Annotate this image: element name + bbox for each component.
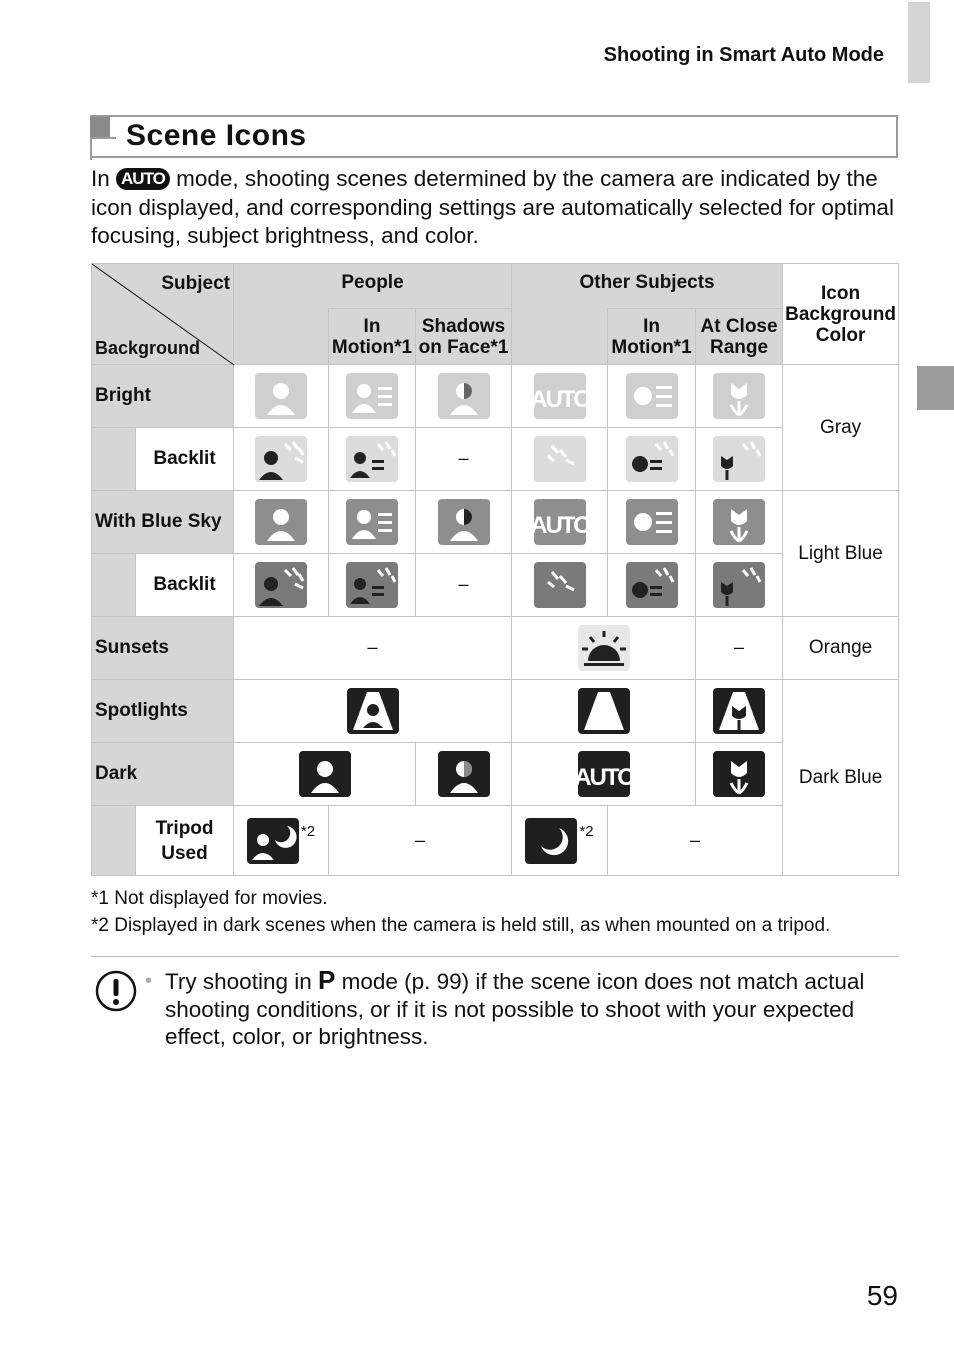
person-shadow-dark-icon [438,751,490,797]
people-in-motion-header: In Motion*1 [329,309,416,365]
close-range-header: At Close Range [696,309,783,365]
caution-icon [95,970,137,1012]
person-backlit-icon [255,436,307,482]
row-label-backlit-2: Backlit [136,554,234,617]
auto-icon [529,499,590,545]
color-gray: Gray [783,365,899,491]
tip-text: Try shooting in P mode (p. 99) if the scene icon does not match actual shooting conditions, or if it is not possible to shoot with your expected effect, color, or brightness. [165,965,865,1049]
person-icon [255,499,307,545]
spotlight-icon [578,688,630,734]
person-backlit-icon [255,562,307,608]
row-label-blue-sky: With Blue Sky [92,491,234,554]
object-motion-icon [626,373,678,419]
people-header: People [234,264,512,309]
spotlight-person-icon [347,688,399,734]
auto-mode-icon: AUTO [116,168,170,190]
shadows-on-face-header: Shadows on Face*1 [416,309,512,365]
footnote-1: *1 Not displayed for movies. [91,888,328,909]
row-label-backlit-1: Backlit [136,428,234,491]
person-dark-icon [299,751,351,797]
scene-icons-table: Subject Background People Other Subjects Icon Background Color In Motion*1 Shadows on Face*1 In Motion*1 At Close Range Bright AUTO Gray Backlit – With Blue Sky AUTO Light Blue Backlit – Sunsets – – Orange Spotlights Dark Blue Dark AUTO Tripod Used $^{*2}$ – $^{*2}$ – [91,263,899,876]
color-dark-blue: Dark Blue [783,680,899,876]
spotlight-macro-icon [713,688,765,734]
auto-dark-icon [573,751,634,797]
person-night-icon [247,818,299,864]
macro-dark-icon [713,751,765,797]
person-motion-icon [346,499,398,545]
person-shadow-icon [438,373,490,419]
object-motion-icon [626,499,678,545]
tip-bullet-icon: • [145,970,153,992]
macro-backlit-icon [713,436,765,482]
person-motion-backlit-icon [346,436,398,482]
page-number: 59 [866,1280,898,1311]
corner-header: Subject Background [92,264,234,365]
thumb-tab-top [908,2,930,83]
person-icon [255,373,307,419]
object-motion-backlit-icon [626,562,678,608]
row-label-dark: Dark [92,743,234,806]
person-shadow-icon [438,499,490,545]
other-subjects-header: Other Subjects [512,264,783,309]
object-motion-backlit-icon [626,436,678,482]
macro-flower-icon [713,499,765,545]
section-title: Scene Icons [126,119,307,152]
icon-bg-color-header: Icon Background Color [783,264,899,365]
row-label-bright: Bright [92,365,234,428]
color-orange: Orange [783,617,899,680]
footnote-2: *2 Displayed in dark scenes when the camera is held still, as when mounted on a tripod. [91,915,831,936]
intro-paragraph: In AUTO mode, shooting scenes determined by the camera are indicated by the icon displayed, and corresponding settings are automatically selected for optimal focusing, subject brightness, and color. [91,166,894,248]
divider [91,956,898,957]
macro-flower-icon [713,373,765,419]
person-motion-icon [346,373,398,419]
row-label-spotlights: Spotlights [92,680,234,743]
section-title-box [90,115,898,158]
svg-text:AUTO: AUTO [529,386,590,413]
svg-text:AUTO: AUTO [573,764,634,791]
color-light-blue: Light Blue [783,491,899,617]
section-flag-icon [90,117,110,137]
svg-text:AUTO: AUTO [529,512,590,539]
thumb-tab-side [917,366,954,410]
auto-backlit-icon [534,436,586,482]
auto-icon [529,373,590,419]
running-header: Shooting in Smart Auto Mode [603,44,884,66]
other-in-motion-header: In Motion*1 [608,309,696,365]
row-label-tripod: Tripod Used [136,806,234,876]
auto-backlit-icon [534,562,586,608]
sunset-icon [578,625,630,671]
macro-backlit-icon [713,562,765,608]
program-mode-icon: P [318,965,336,995]
person-motion-backlit-icon [346,562,398,608]
row-label-sunsets: Sunsets [92,617,234,680]
night-moon-icon [525,818,577,864]
